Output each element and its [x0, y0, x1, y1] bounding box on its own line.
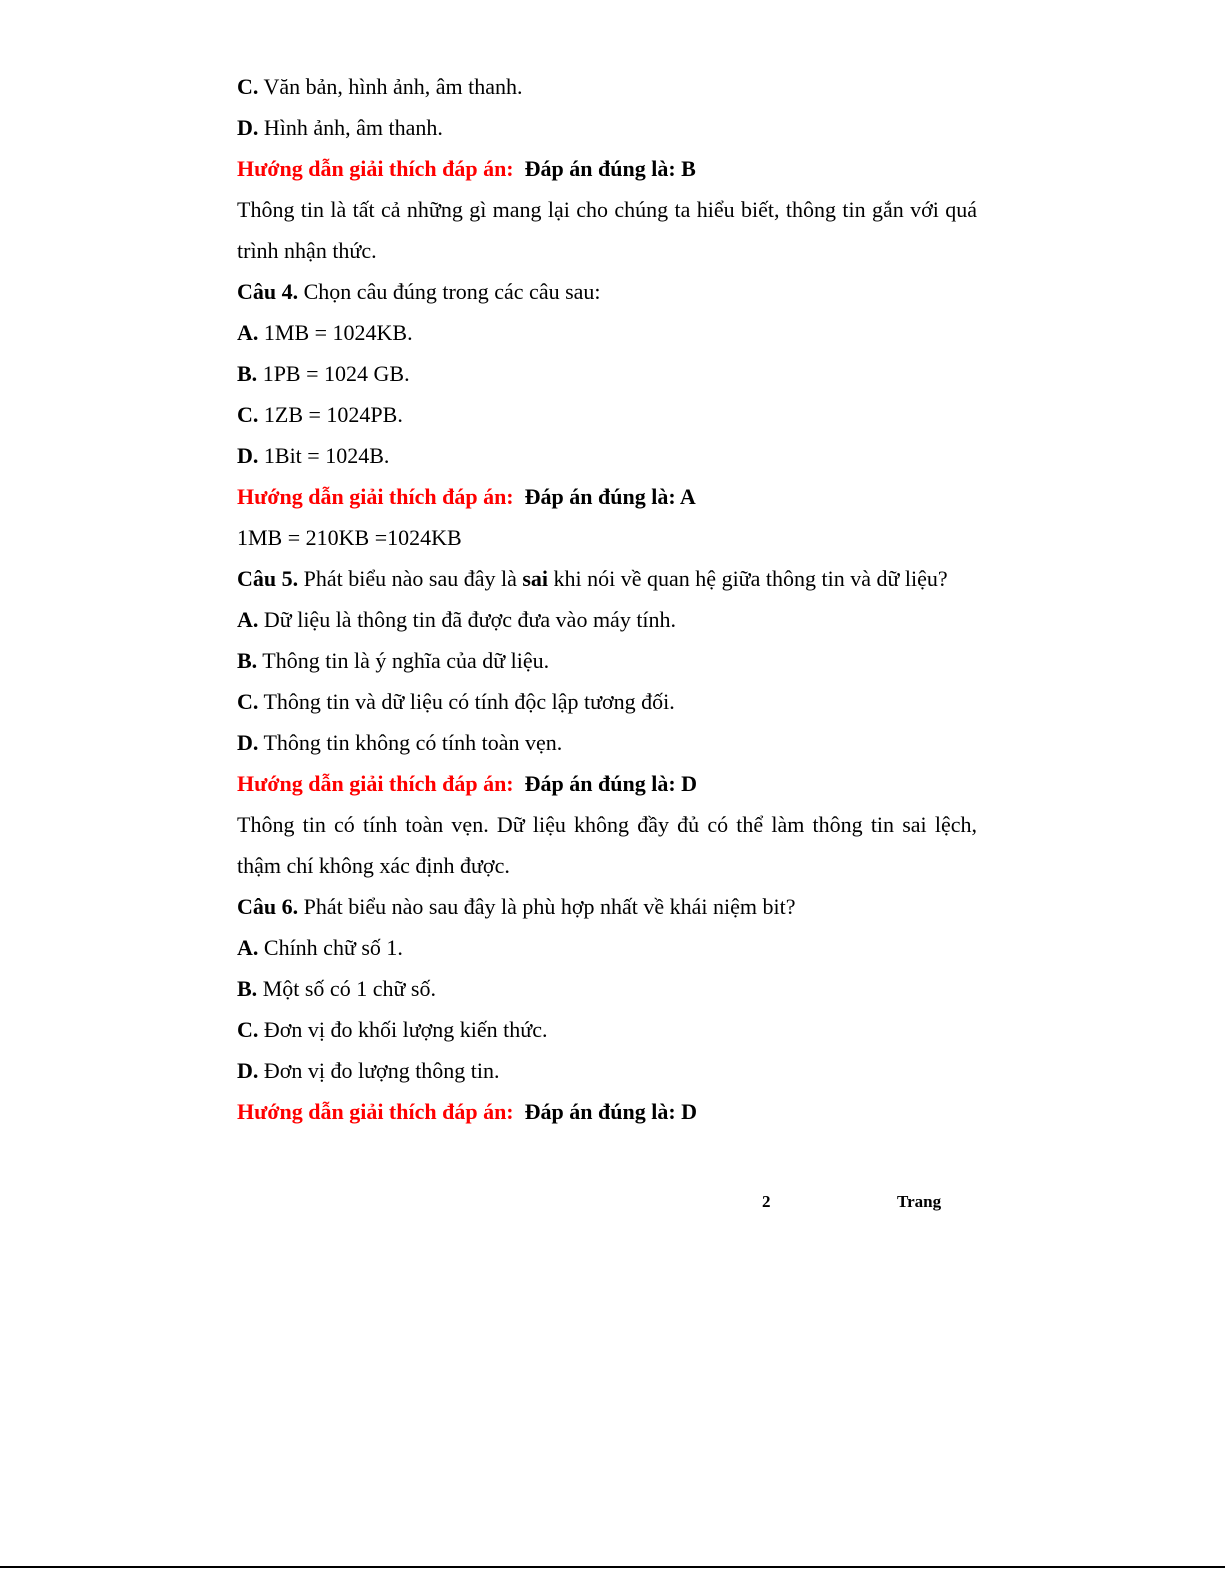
- question-label: Câu 5.: [237, 566, 299, 591]
- option-text: Thông tin không có tính toàn vẹn.: [258, 730, 563, 755]
- page-content: [237, 66, 977, 1132]
- option-text: 1ZB = 1024PB.: [258, 402, 403, 427]
- option-label: D.: [237, 115, 259, 140]
- option-label: B.: [237, 648, 258, 673]
- option-label: A.: [237, 935, 259, 960]
- q3-explanation: Thông tin là tất cả những gì mang lại cho chúng ta hiểu biết, thông tin gắn với quá trình nhận thức.: [237, 197, 977, 263]
- correct-answer: Đáp án đúng là: A: [524, 484, 696, 509]
- guide-heading: Hướng dẫn giải thích đáp án:: [237, 771, 514, 796]
- option-label: A.: [237, 607, 259, 632]
- page-label: Trang: [897, 1192, 942, 1211]
- page-number: 2: [762, 1192, 771, 1211]
- option-label: D.: [237, 730, 259, 755]
- option-text: Thông tin và dữ liệu có tính độc lập tương đối.: [258, 689, 675, 714]
- option-text: Thông tin là ý nghĩa của dữ liệu.: [257, 648, 550, 673]
- q3-option-d: [237, 107, 977, 148]
- q6-answer-guide: [237, 1091, 977, 1132]
- option-label: B.: [237, 361, 258, 386]
- option-text: 1MB = 1024KB.: [258, 320, 413, 345]
- correct-answer: Đáp án đúng là: D: [524, 1099, 698, 1124]
- option-text: Dữ liệu là thông tin đã được đưa vào máy tính.: [258, 607, 677, 632]
- q6-question: [237, 886, 977, 927]
- q5-option-c: [237, 681, 977, 722]
- correct-answer: Đáp án đúng là: D: [524, 771, 698, 796]
- option-text: 1PB = 1024 GB.: [257, 361, 410, 386]
- question-text-after: khi nói về quan hệ giữa thông tin và dữ liệu?: [548, 566, 948, 591]
- q4-option-a: [237, 312, 977, 353]
- option-text: Văn bản, hình ảnh, âm thanh.: [258, 74, 523, 99]
- option-label: D.: [237, 443, 259, 468]
- q3-answer-guide: [237, 148, 977, 189]
- q4-option-c: [237, 394, 977, 435]
- q4-answer-guide: [237, 476, 977, 517]
- question-label: Câu 6.: [237, 894, 299, 919]
- option-label: D.: [237, 1058, 259, 1083]
- correct-answer: Đáp án đúng là: B: [524, 156, 696, 181]
- q5-option-d: [237, 722, 977, 763]
- option-text: Chính chữ số 1.: [258, 935, 403, 960]
- question-emphasis: sai: [522, 566, 549, 591]
- q4-question: [237, 271, 977, 312]
- q6-option-d: [237, 1050, 977, 1091]
- bottom-divider: [0, 1566, 1225, 1568]
- option-text: Đơn vị đo lượng thông tin.: [258, 1058, 500, 1083]
- question-text: Chọn câu đúng trong các câu sau:: [298, 279, 601, 304]
- option-text: Hình ảnh, âm thanh.: [258, 115, 443, 140]
- q3-option-c: [237, 66, 977, 107]
- option-label: B.: [237, 976, 258, 1001]
- q6-option-c: [237, 1009, 977, 1050]
- option-label: A.: [237, 320, 259, 345]
- option-text: Đơn vị đo khối lượng kiến thức.: [258, 1017, 548, 1042]
- question-label: Câu 4.: [237, 279, 299, 304]
- q5-explanation: Thông tin có tính toàn vẹn. Dữ liệu không đầy đủ có thể làm thông tin sai lệch, thậm chí không xác định được.: [237, 812, 977, 878]
- option-text: 1Bit = 1024B.: [258, 443, 390, 468]
- q4-option-b: [237, 353, 977, 394]
- guide-heading: Hướng dẫn giải thích đáp án:: [237, 484, 514, 509]
- q4-explanation: 1MB = 210KB =1024KB: [237, 525, 462, 550]
- q6-option-b: [237, 968, 977, 1009]
- option-label: C.: [237, 1017, 259, 1042]
- option-label: C.: [237, 402, 259, 427]
- option-text: Một số có 1 chữ số.: [257, 976, 436, 1001]
- option-label: C.: [237, 74, 259, 99]
- q5-option-b: [237, 640, 977, 681]
- question-text-before: Phát biểu nào sau đây là: [298, 566, 523, 591]
- q5-answer-guide: [237, 763, 977, 804]
- q5-option-a: [237, 599, 977, 640]
- question-text: Phát biểu nào sau đây là phù hợp nhất về khái niệm bit?: [298, 894, 796, 919]
- guide-heading: Hướng dẫn giải thích đáp án:: [237, 1099, 514, 1124]
- guide-heading: Hướng dẫn giải thích đáp án:: [237, 156, 514, 181]
- option-label: C.: [237, 689, 259, 714]
- q4-option-d: [237, 435, 977, 476]
- q5-question: [237, 558, 977, 599]
- q6-option-a: [237, 927, 977, 968]
